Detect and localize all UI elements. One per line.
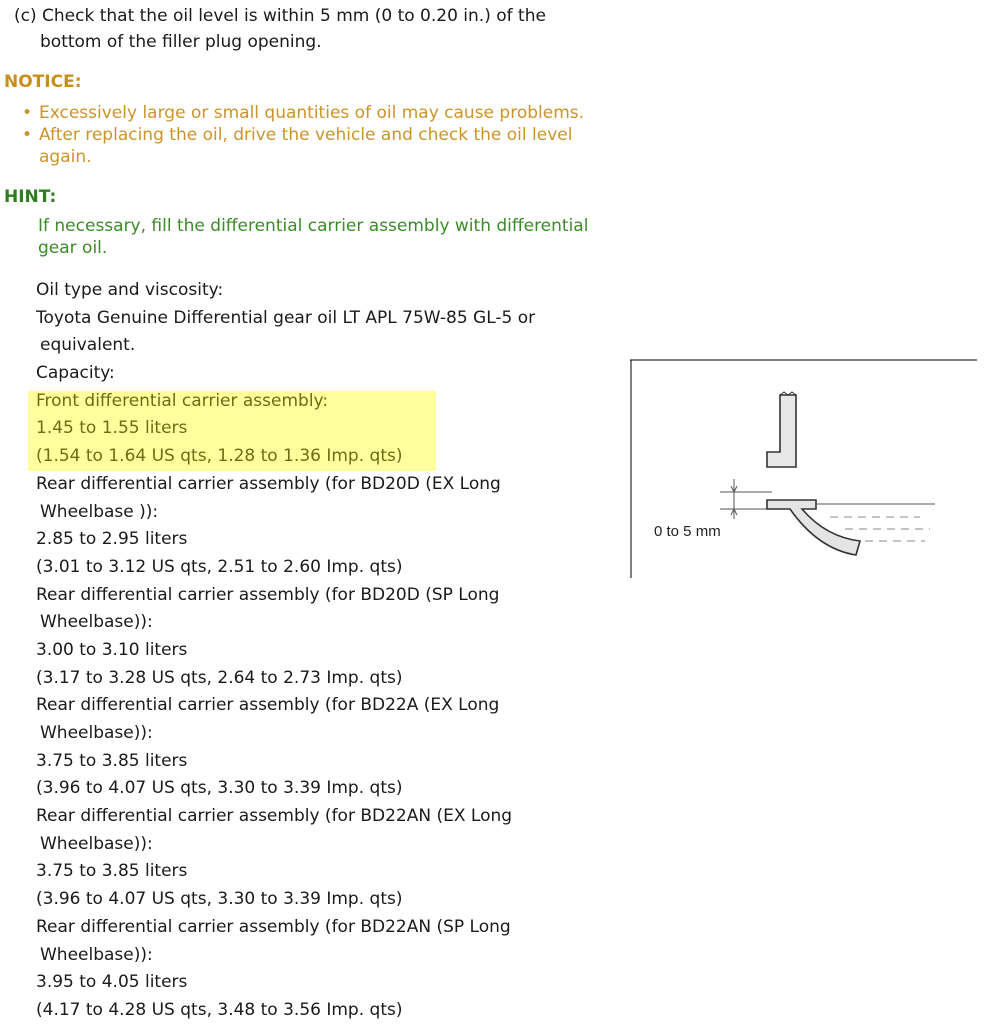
notice-item	[22, 124, 584, 168]
rear-capacity-qts: (4.17 to 4.28 US qts, 3.48 to 3.56 Imp. qts)	[36, 999, 403, 1020]
step-c-line2: bottom of the filler plug opening.	[40, 32, 322, 52]
rear-capacity-liters: 3.95 to 4.05 liters	[36, 972, 188, 993]
front-capacity-qts: (1.54 to 1.64 US qts, 1.28 to 1.36 Imp. qts)	[36, 446, 403, 467]
rear-capacity-liters: 3.00 to 3.10 liters	[36, 639, 188, 660]
spec-list	[36, 277, 535, 1025]
rear-capacity-liters: 2.85 to 2.95 liters	[36, 529, 188, 550]
rear-capacity-qts: (3.96 to 4.07 US qts, 3.30 to 3.39 Imp. qts)	[36, 889, 403, 910]
rear-capacity-name-cont: Wheelbase)):	[40, 833, 153, 854]
oil-type-value-cont: equivalent.	[40, 335, 136, 356]
rear-capacity-name: Rear differential carrier assembly (for BD22A (EX Long	[36, 695, 500, 716]
front-capacity-name: Front differential carrier assembly:	[36, 390, 329, 411]
rear-capacity-qts: (3.96 to 4.07 US qts, 3.30 to 3.39 Imp. qts)	[36, 778, 403, 799]
figure-label: 0 to 5 mm	[654, 523, 721, 540]
rear-capacity-liters: 3.75 to 3.85 liters	[36, 861, 188, 882]
rear-capacity-name-cont: Wheelbase)):	[40, 944, 153, 965]
rear-capacity-name-cont: Wheelbase )):	[40, 501, 159, 522]
notice-list	[22, 102, 584, 168]
step-c-line1: (c) Check that the oil level is within 5 mm (0 to 0.20 in.) of the	[14, 6, 546, 26]
notice-heading: NOTICE:	[4, 72, 82, 92]
rear-capacity-qts: (3.01 to 3.12 US qts, 2.51 to 2.60 Imp. qts)	[36, 556, 403, 577]
housing-wall	[767, 500, 860, 555]
rear-capacity-name: Rear differential carrier assembly (for BD22AN (SP Long	[36, 916, 511, 937]
notice-item	[22, 102, 584, 124]
notice-item-text: again.	[39, 147, 92, 167]
step-c	[14, 3, 546, 55]
rear-capacity-name: Rear differential carrier assembly (for BD20D (EX Long	[36, 473, 501, 494]
capacity-label: Capacity:	[36, 363, 115, 384]
filler-plug-opening	[767, 395, 796, 467]
oil-type-label: Oil type and viscosity:	[36, 280, 224, 300]
hint-line: gear oil.	[38, 238, 108, 258]
rear-capacity-name: Rear differential carrier assembly (for BD20D (SP Long	[36, 584, 500, 605]
rear-capacity-qts: (3.17 to 3.28 US qts, 2.64 to 2.73 Imp. qts)	[36, 667, 403, 688]
notice-item-text: • Excessively large or small quantities of oil may cause problems.	[39, 103, 585, 123]
hint-heading: HINT:	[4, 187, 57, 207]
rear-capacity-name-cont: Wheelbase)):	[40, 723, 153, 743]
oil-type-value: Toyota Genuine Differential gear oil LT APL 75W-85 GL-5 or	[36, 307, 536, 328]
hint-line: If necessary, fill the differential carrier assembly with differential	[38, 216, 589, 236]
oil-level-diagram	[630, 359, 980, 579]
notice-item-text: • After replacing the oil, drive the vehicle and check the oil level	[39, 125, 573, 145]
rear-capacity-liters: 3.75 to 3.85 liters	[36, 750, 188, 771]
rear-capacity-name: Rear differential carrier assembly (for BD22AN (EX Long	[36, 806, 513, 827]
oil-level-figure	[630, 359, 980, 579]
hint-body	[38, 215, 588, 259]
front-capacity-liters: 1.45 to 1.55 liters	[36, 418, 188, 439]
rear-capacity-name-cont: Wheelbase)):	[40, 612, 153, 633]
